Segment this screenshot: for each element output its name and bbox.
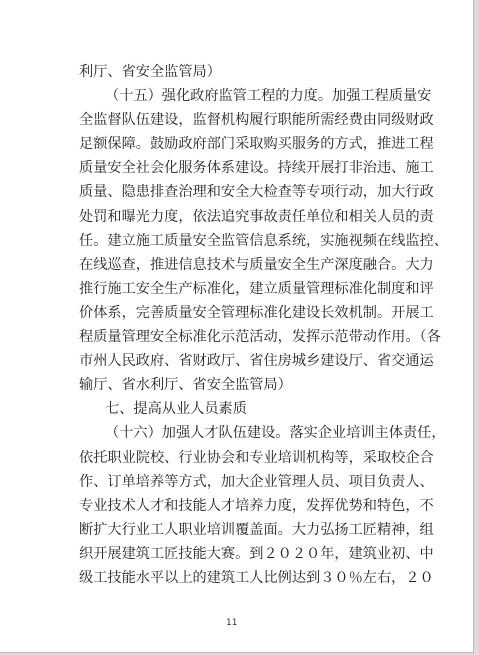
text-line-13: 市州人民政府、省财政厅、省住房城乡建设厅、省交通运 <box>79 353 434 369</box>
text-line-17: 依托职业院校、行业协会和专业培训机构等，采取校企合 <box>79 450 434 466</box>
text-line-1: 利厅、省安全监管局） <box>79 64 221 80</box>
text-line-22: 级工技能水平以上的建筑工人比例达到３０％左右，２０ <box>79 570 434 586</box>
text-line-21: 织开展建筑工匠技能大赛。到２０２０年，建筑业初、中 <box>79 546 434 562</box>
text-line-18: 作、订单培养等方式，加大企业管理人员、项目负责人、 <box>79 474 434 490</box>
text-line-12: 程质量管理安全标准化示范活动，发挥示范带动作用。（各 <box>79 329 441 345</box>
text-line-9: 在线巡查，推进信息技术与质量安全生产深度融合。大力 <box>79 257 434 273</box>
text-line-19: 专业技术人才和技能人才培养力度，发挥优势和特色，不 <box>79 498 434 514</box>
text-line-7: 处罚和曝光力度，依法追究事故责任单位和相关人员的责 <box>79 209 434 225</box>
text-line-20: 断扩大行业工人职业培训覆盖面。大力弘扬工匠精神，组 <box>79 522 434 538</box>
text-line-11: 价体系，完善质量安全管理标准化建设长效机制。开展工 <box>79 305 434 321</box>
text-line-4: 足额保障。鼓励政府部门采取购买服务的方式，推进工程 <box>79 136 434 152</box>
text-line-10: 推行施工安全生产标准化，建立质量管理标准化制度和评 <box>79 281 434 297</box>
text-line-16: （十六）加强人才队伍建设。落实企业培训主体责任， <box>105 425 446 441</box>
text-line-6: 质量、隐患排查治理和安全大检查等专项行动，加大行政 <box>79 184 434 200</box>
page-number: 11 <box>226 618 238 628</box>
text-line-8: 任。建立施工质量安全监管信息系统，实施视频在线监控、 <box>79 233 448 249</box>
text-line-5: 质量安全社会化服务体系建设。持续开展打非治违、施工 <box>79 160 434 176</box>
section-heading: 七、提高从业人员素质 <box>105 401 247 417</box>
text-line-3: 全监督队伍建设，监督机构履行职能所需经费由同级财政 <box>79 112 434 128</box>
text-line-2: （十五）强化政府监管工程的力度。加强工程质量安 <box>105 88 432 104</box>
text-line-14: 输厅、省水利厅、省安全监管局） <box>79 377 292 393</box>
